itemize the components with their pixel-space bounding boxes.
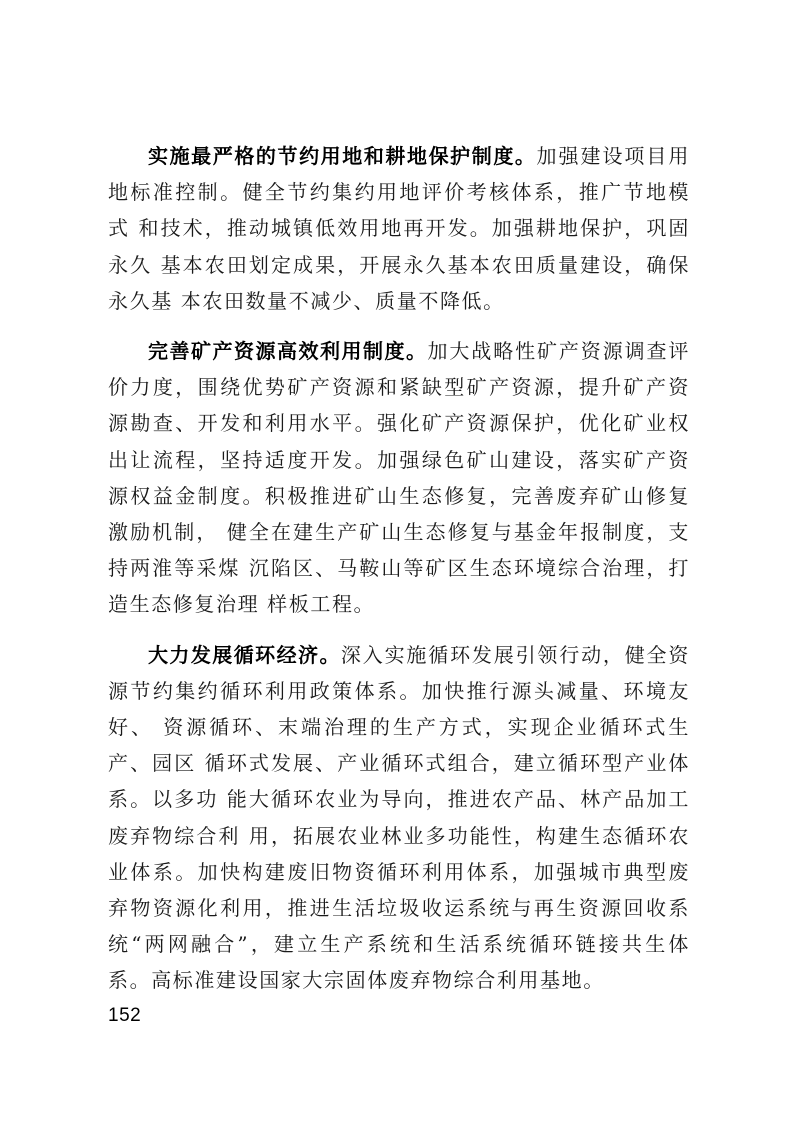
page-number: 152 <box>108 1005 142 1026</box>
paragraph-circular-economy <box>108 637 690 999</box>
paragraph-land-protection <box>108 138 690 319</box>
paragraph-body: 加强建设项目用地标准控制。健全节约集约用地评价考核体系，推广节地模式 和技术，推动城镇低效用地再开发。加强耕地保护，巩固永久 基本农田划定成果，开展永久基本农田质量建设，确保永久基 本农田数量不减少、质量不降低。 <box>108 144 690 313</box>
body-text <box>108 138 690 1013</box>
paragraph-heading: 实施最严格的节约用地和耕地保护制度。 <box>148 144 537 168</box>
paragraph-body: 加大战略性矿产资源调查评价力度，围绕优势矿产资源和紧缺型矿产资源，提升矿产资源勘查、开发和利用水平。强化矿产资源保护，优化矿业权出让流程，坚持适度开发。加强绿色矿山建设，落实矿产资源权益金制度。积极推进矿山生态修复，完善废弃矿山修复激励机制， 健全在建生产矿山生态修复与基金年报制度，支持两淮等采煤 沉陷区、马鞍山等矿区生态环境综合治理，打造生态修复治理 样板工程。 <box>108 339 690 617</box>
paragraph-heading: 大力发展循环经济。 <box>148 642 341 667</box>
paragraph-body: 深入实施循环发展引领行动，健全资源节约集约循环利用政策体系。加快推行源头减量、环境友好、 资源循环、末端治理的生产方式，实现企业循环式生产、园区 循环式发展、产业循环式组合，建立循环型产业体系。以多功 能大循环农业为导向，推进农产品、林产品加工废弃物综合利 用，拓展农业林业多功能性，构建生态循环农业体系。加快构建废旧物资循环利用体系，加强城市典型废弃物资源化利用，推进生活垃圾收运系统与再生资源回收系统“两网融合”，建立生产系统和生活系统循环链接共生体系。高标准建设国家大宗固体废弃物综合利用基地。 <box>108 642 690 993</box>
paragraph-mineral-resources <box>108 333 690 623</box>
paragraph-heading: 完善矿产资源高效利用制度。 <box>148 339 428 364</box>
